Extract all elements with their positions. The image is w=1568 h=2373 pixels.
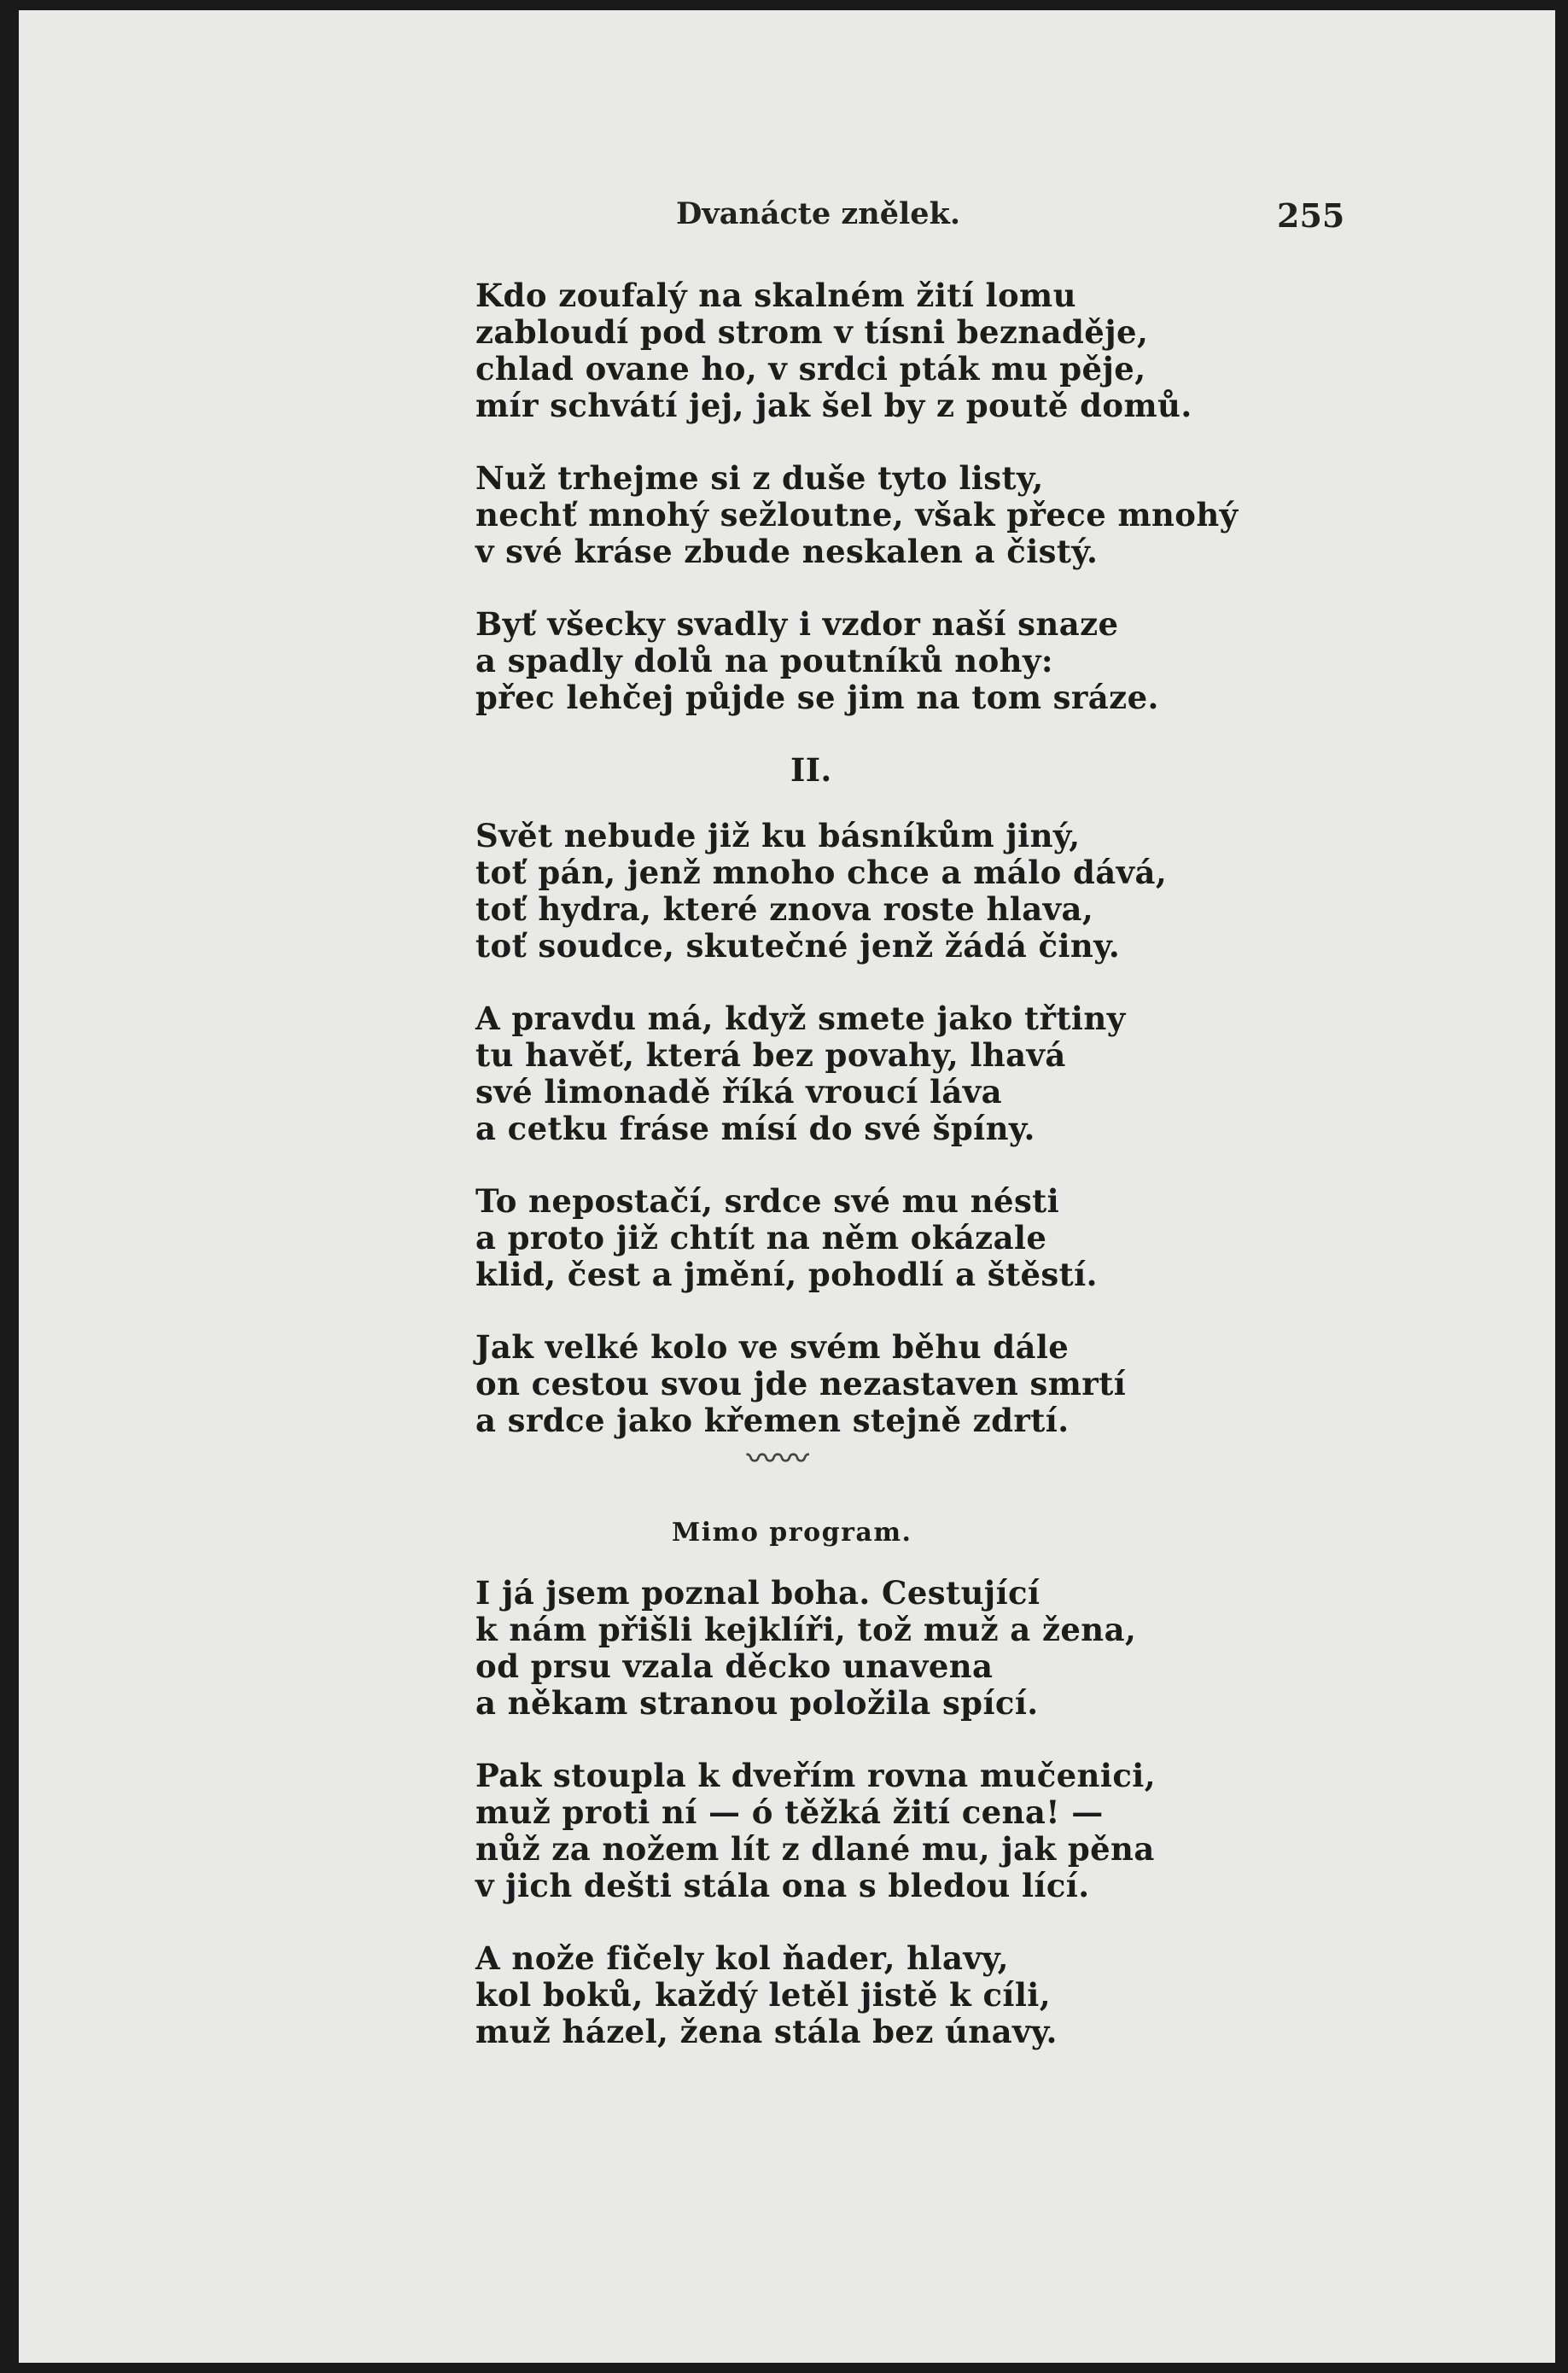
verse-line: Pak stoupla k dveřím rovna mučenici, <box>475 1757 1156 1794</box>
stanza <box>475 818 1244 965</box>
stanza <box>475 1183 1244 1293</box>
sonnet-i <box>475 277 1244 716</box>
verse-line: přec lehčej půjde se jim na tom sráze. <box>475 679 1159 716</box>
verse-line: tu havěť, která bez povahy, lhavá <box>475 1036 1066 1074</box>
verse-line: a někam stranou položila spící. <box>475 1684 1039 1722</box>
stanza <box>475 460 1244 570</box>
page-number: 255 <box>1277 196 1345 235</box>
poem-title: Mimo program. <box>672 1518 912 1548</box>
ornament-divider: 〰〰 <box>747 1441 809 1477</box>
verse-line: k nám přišli kejklíři, tož muž a žena, <box>475 1611 1137 1648</box>
verse-line: kol boků, každý letěl jistě k cíli, <box>475 1976 1052 2014</box>
verse-line: toť pán, jenž mnoho chce a málo dává, <box>475 854 1168 891</box>
verse-line: Kdo zoufalý na skalném žití lomu <box>475 277 1076 314</box>
verse-line: od prsu vzala děcko unavena <box>475 1647 994 1685</box>
verse-line: A nože fičely kol ňader, hlavy, <box>475 1939 1009 1977</box>
running-title: Dvanácte znělek. <box>676 196 961 231</box>
verse-line: své limonadě říká vroucí láva <box>475 1073 1003 1111</box>
book-page <box>19 10 1555 2363</box>
verse-line: nechť mnohý sežloutne, však přece mnohý <box>475 496 1239 533</box>
stanza <box>475 606 1244 716</box>
verse-line: Nuž trhejme si z duše tyto listy, <box>475 459 1044 497</box>
verse-line: nůž za nožem lít z dlané mu, jak pěna <box>475 1830 1155 1868</box>
stanza <box>475 277 1244 424</box>
verse-line: muž házel, žena stála bez únavy. <box>475 2013 1058 2050</box>
stanza <box>475 1940 1244 2050</box>
verse-line: A pravdu má, když smete jako třtiny <box>475 1000 1126 1037</box>
verse-line: I já jsem poznal boha. Cestující <box>475 1574 1040 1612</box>
verse-line: Svět nebude již ku básníkům jiný, <box>475 817 1081 854</box>
verse-line: zabloudí pod strom v tísni beznaděje, <box>475 313 1149 351</box>
verse-line: Jak velké kolo ve svém běhu dále <box>475 1328 1070 1366</box>
verse-line: a srdce jako křemen stejně zdrtí. <box>475 1402 1070 1439</box>
verse-line: a spadly dolů na poutníků nohy: <box>475 642 1053 679</box>
verse-line: v své kráse zbude neskalen a čistý. <box>475 533 1099 570</box>
verse-line: v jich dešti stála ona s bledou lící. <box>475 1867 1090 1904</box>
sonnet-ii <box>475 818 1244 1439</box>
page-text <box>475 277 1244 2086</box>
verse-line: muž proti ní — ó těžká žití cena! — <box>475 1793 1104 1831</box>
verse-line: a proto již chtít na něm okázale <box>475 1219 1047 1256</box>
stanza <box>475 1329 1244 1439</box>
verse-line: toť hydra, které znova roste hlava, <box>475 890 1094 928</box>
verse-line: toť soudce, skutečné jenž žádá činy. <box>475 927 1121 965</box>
verse-line: on cestou svou jde nezastaven smrtí <box>475 1365 1127 1402</box>
poem-mimo-program <box>475 1575 1244 2050</box>
stanza <box>475 1000 1244 1147</box>
stanza <box>475 1575 1244 1722</box>
verse-line: chlad ovane ho, v srdci pták mu pěje, <box>475 350 1146 388</box>
stanza <box>475 1758 1244 1904</box>
section-number: II. <box>790 751 832 789</box>
verse-line: a cetku fráse mísí do své špíny. <box>475 1110 1035 1147</box>
verse-line: klid, čest a jmění, pohodlí a štěstí. <box>475 1256 1098 1293</box>
verse-line: mír schvátí jej, jak šel by z poutě domů. <box>475 387 1192 424</box>
verse-line: Byť všecky svadly i vzdor naší snaze <box>475 605 1119 643</box>
verse-line: To nepostačí, srdce své mu nésti <box>475 1182 1060 1220</box>
